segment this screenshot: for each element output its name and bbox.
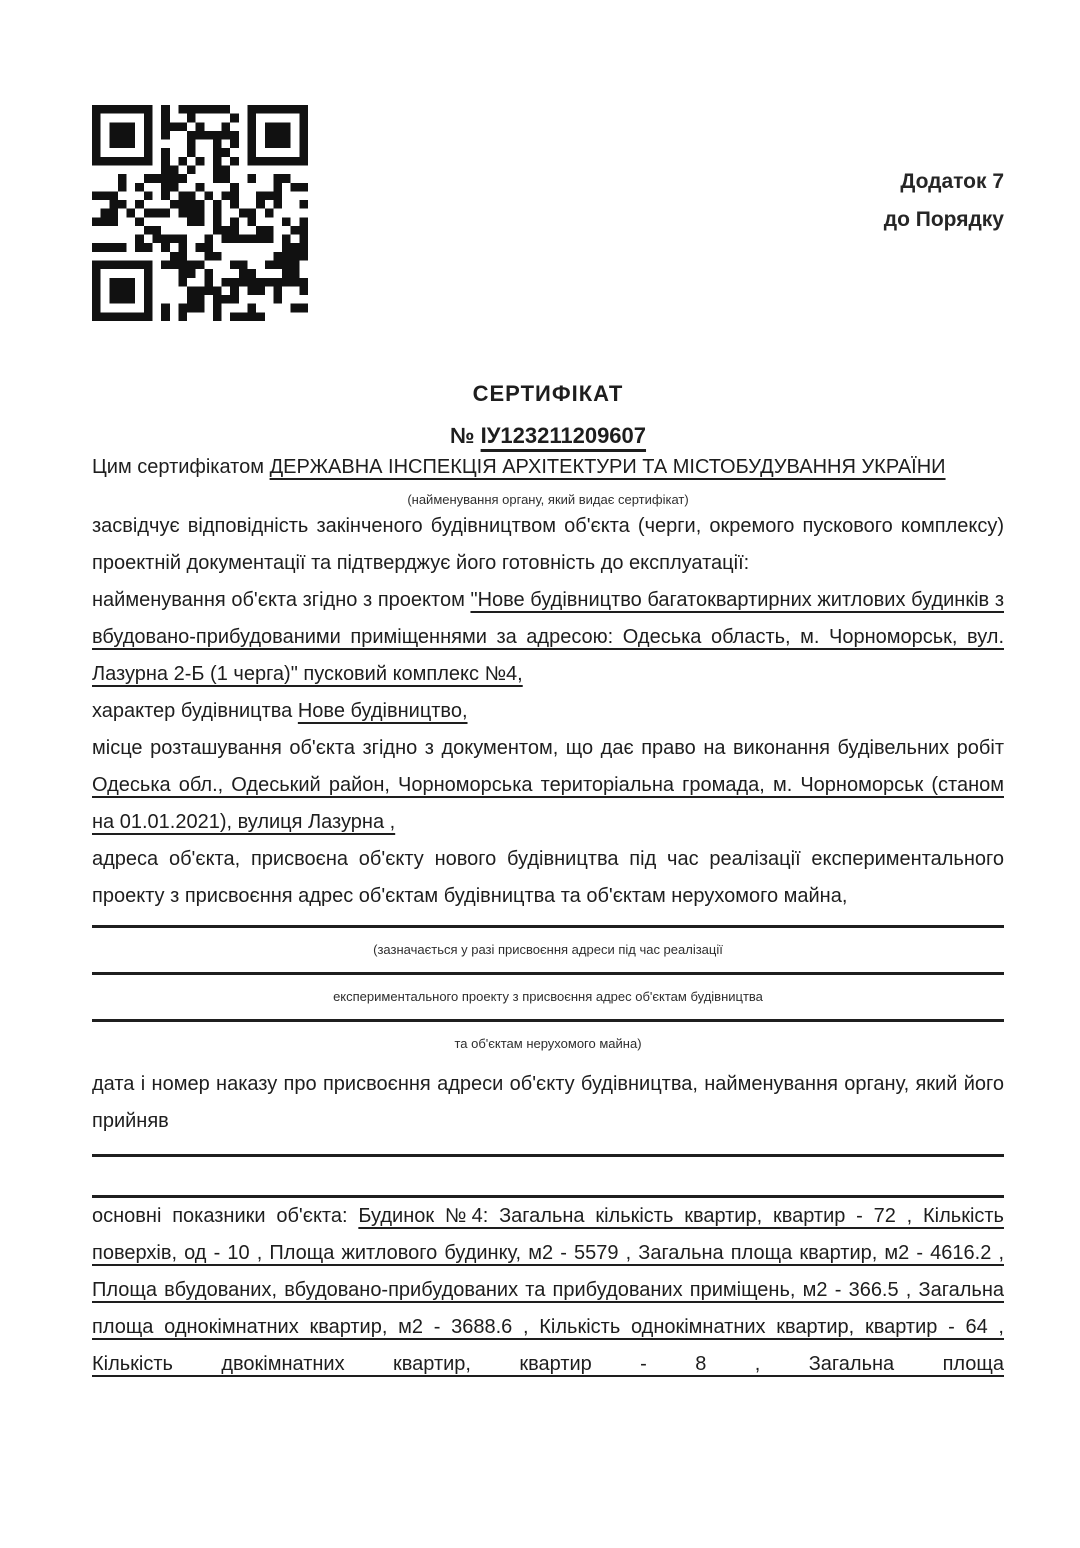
construction-character-value: Нове будівництво, — [297, 700, 468, 722]
object-name-label: найменування об'єкта згідно з проектом — [92, 589, 471, 611]
qr-code-icon — [92, 105, 308, 321]
certificate-number-prefix: № — [449, 423, 481, 448]
paragraph-location — [92, 730, 1004, 841]
annex-note — [884, 163, 1004, 239]
authority-caption: (найменування органу, який видає сертифікат) — [407, 492, 689, 507]
blank-line-divider — [92, 1154, 1004, 1157]
address-caption-2: експериментального проекту з присвоєння адрес об'єктам будівництва — [333, 989, 763, 1004]
annex-line-2: до Порядку — [883, 208, 1004, 231]
location-label: місце розташування об'єкта згідно з документом, що дає право на виконання будівельних робіт — [92, 737, 1004, 759]
certificate-number-value: ІУ123211209607 — [480, 423, 647, 448]
header-row — [92, 0, 1004, 321]
indicators-label: основні показники об'єкта: — [92, 1205, 359, 1227]
paragraph-certified — [92, 449, 1004, 486]
address-caption-3: та об'єктам нерухомого майна) — [454, 1036, 642, 1051]
issuing-authority-name: ДЕРЖАВНА ІНСПЕКЦІЯ АРХІТЕКТУРИ ТА МІСТОБУДУВАННЯ УКРАЇНИ — [269, 456, 946, 478]
object-name-value: "Нове будівництво багатоквартирних житлових будинків з вбудовано-прибудованими приміщеннями за адресою: Одеська область, м. Чорноморськ, вул. Лазурна 2-Б (1 черга)" пусковий комплекс №4, — [92, 589, 1004, 685]
address-caption-1: (зазначається у разі присвоєння адреси під час реалізації — [373, 942, 723, 957]
paragraph-object-name — [92, 582, 1004, 693]
annex-line-1: Додаток 7 — [900, 170, 1004, 193]
page-title: СЕРТИФІКАТ — [472, 381, 624, 406]
location-value: Одеська обл., Одеський район, Чорноморська територіальна громада, м. Чорноморськ (станом на 01.01.2021), вулиця Лазурна , — [92, 774, 1004, 833]
paragraph-order: дата і номер наказу про присвоєння адреси об'єкту будівництва, найменування органу, який його прийняв — [92, 1073, 1004, 1132]
paragraph-construction-character — [92, 693, 1004, 730]
blank-line-divider — [92, 1019, 1004, 1022]
blank-line-divider — [92, 925, 1004, 928]
construction-character-label: характер будівництва — [92, 700, 298, 722]
certificate-number — [92, 423, 1004, 449]
blank-line-divider — [92, 972, 1004, 975]
paragraph-indicators — [92, 1198, 1004, 1383]
certified-pre: Цим сертифікатом — [92, 456, 270, 478]
paragraph-attests: засвідчує відповідність закінченого будівництвом об'єкта (черги, окремого пускового комплексу) проектній документації та підтверджує його готовність до експлуатації: — [92, 515, 1004, 574]
paragraph-address: адреса об'єкта, присвоєна об'єкту нового будівництва під час реалізації експериментального проекту з присвоєння адрес об'єктам будівництва та об'єктам нерухомого майна, — [92, 848, 1004, 907]
indicators-value: Будинок №4: Загальна кількість квартир, квартир - 72 , Кількість поверхів, од - 10 , Площа житлового будинку, м2 - 5579 , Загальна площа квартир, м2 - 4616.2 , Площа вбудованих, вбудовано-прибудованих та прибудованих приміщень, м2 - 366.5 , Загальна площа однокімнатних квартир, м2 - 3688.6 , Кількість однокімнатних квартир, квартир - 64 , Кількість двокімнатних квартир, квартир - 8 , Загальна площа — [92, 1205, 1004, 1375]
